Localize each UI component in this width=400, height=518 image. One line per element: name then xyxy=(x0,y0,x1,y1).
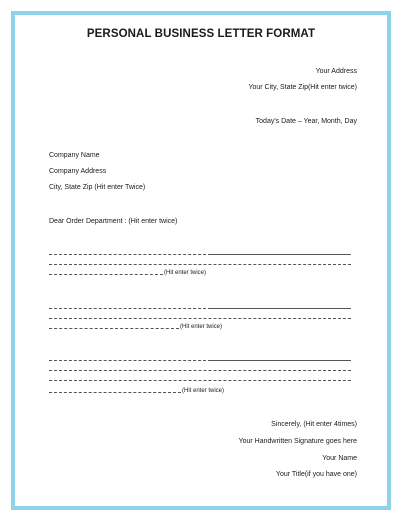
dash-line xyxy=(49,274,163,275)
dash-line xyxy=(49,360,211,361)
solid-line xyxy=(211,308,351,309)
paragraph-hint: (Hit enter twice) xyxy=(182,388,225,394)
recipient-company-name: Company Name xyxy=(49,152,100,159)
sender-city-state-zip: Your City, State Zip(Hit enter twice) xyxy=(248,84,357,91)
salutation: Dear Order Department : (Hit enter twice) xyxy=(49,218,178,225)
dash-line xyxy=(49,380,351,381)
paragraph-hint: (Hit enter twice) xyxy=(164,270,207,276)
closing-sincerely: Sincerely, (Hit enter 4times) xyxy=(271,421,357,428)
dash-line xyxy=(49,254,211,255)
dash-line xyxy=(49,308,211,309)
closing-title: Your Title(if you have one) xyxy=(275,471,357,478)
page-title: PERSONAL BUSINESS LETTER FORMAT xyxy=(86,28,316,40)
closing-name: Your Name xyxy=(322,455,357,462)
closing-signature: Your Handwritten Signature goes here xyxy=(238,438,357,445)
dash-line xyxy=(49,318,351,319)
recipient-city-state-zip: City, State Zip (Hit enter Twice) xyxy=(49,184,146,191)
paragraph-hint: (Hit enter twice) xyxy=(180,324,223,330)
dash-line xyxy=(49,328,179,329)
dash-line xyxy=(49,370,351,371)
dash-line xyxy=(49,392,181,393)
solid-line xyxy=(211,360,351,361)
sender-address: Your Address xyxy=(315,68,357,75)
dash-line xyxy=(49,264,351,265)
page-frame xyxy=(11,11,391,510)
recipient-company-address: Company Address xyxy=(49,168,107,175)
letter-date: Today's Date – Year, Month, Day xyxy=(255,118,357,125)
solid-line xyxy=(211,254,351,255)
